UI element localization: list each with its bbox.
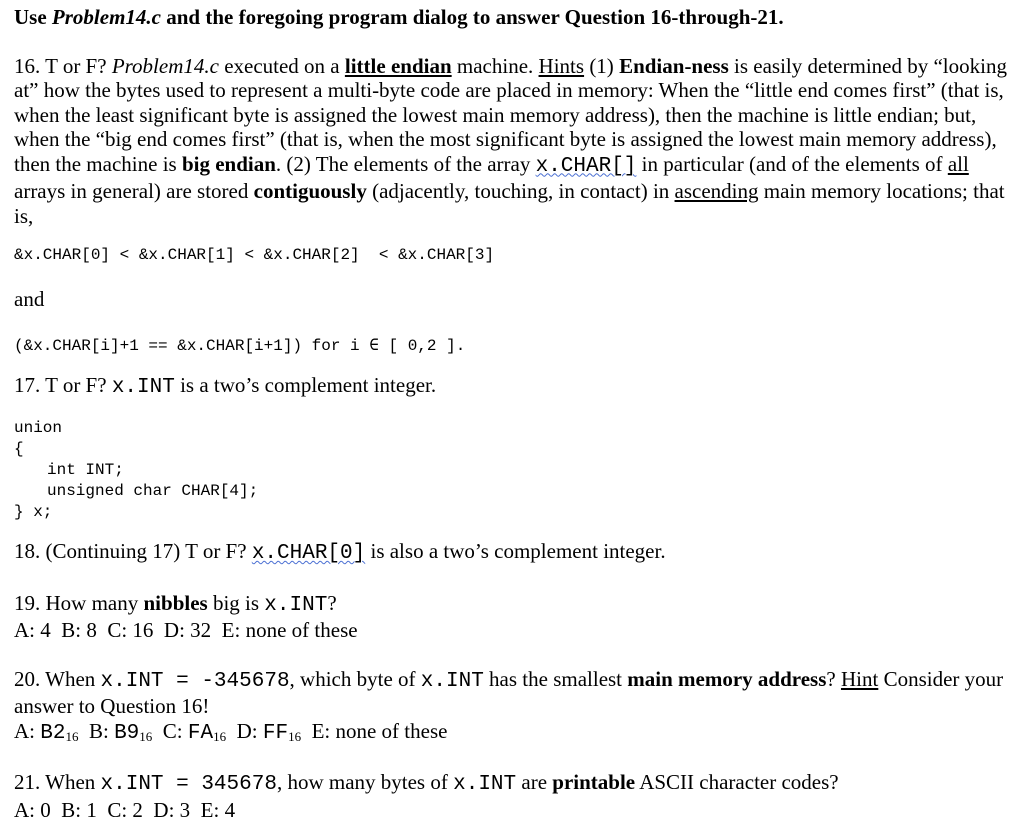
q20-base-subscript: 16 [213,728,227,744]
q19-nibbles: nibbles [143,590,208,615]
q16-text: arrays in general) are stored [14,179,254,203]
code-line: int INT; [47,461,124,479]
q18-text: 18. (Continuing 17) T or F? [14,539,252,563]
q21-printable: printable [552,770,636,794]
q16-array-ref: x.CHAR[] [535,154,637,178]
q16-hints: Hints [538,53,585,78]
heading-text: and the foregoing program dialog to answer Question 16-through-21. [160,5,784,29]
q20-choice-label: E: none of these [301,718,448,743]
q16-text: . (2) The elements of the array [275,151,536,176]
q20-choice-value: FA [187,721,214,745]
q17-text: is a two’s complement integer. [174,372,437,397]
q21-text: are [516,770,553,794]
q20-text: , which byte of [289,666,421,691]
q16-filename: Problem14.c [111,53,219,78]
q20-choice-value: B2 [40,721,66,745]
q20-text: 20. When [14,666,101,691]
q16-address-inequality-code: &x.CHAR[0] < &x.CHAR[1] < &x.CHAR[2] < &x.CHAR[3] [14,246,495,264]
union-declaration-code [14,418,1010,523]
q16-big-endian: big endian [181,151,276,176]
q19-variable: x.INT [264,593,328,617]
q18-variable: x.CHAR[0] [251,542,366,565]
question-19 [14,591,1010,643]
code-line: } x; [14,503,53,521]
heading-text: Use [14,5,52,29]
q16-contiguously: contiguously [253,179,367,203]
question-17-text [14,373,1010,401]
q21-text: ASCII character codes? [635,770,839,794]
q19-text: 19. How many [14,590,144,615]
question-19-text [14,591,1010,619]
question-17 [14,373,1010,524]
q16-ascending: ascending [674,179,759,203]
heading-filename: Problem14.c [51,5,161,29]
q20-hint: Hint [840,666,879,691]
instructions-heading [14,5,1010,30]
q21-text: , how many bytes of [276,770,454,794]
q20-choice-label: C: [152,718,188,743]
q19-text: ? [327,590,337,615]
q16-and: and [14,287,45,311]
q16-text: main memory locations; that is, [14,179,1005,228]
q21-assignment: x.INT = 345678 [100,773,277,796]
q16-text: machine. [451,53,539,78]
q20-choice-value: B9 [114,721,140,745]
q16-text: is easily determined by “looking at” how the bytes used to represent a multi-byte code are placed in memory: When the “little end comes first” (that is, when the least significant byte is assigned the lowest main memory address), then the machine is little endian; but, when the “big end comes first” (that is, when the most significant byte is assigned the lowest main memory address), then the machine is [14,53,1007,176]
question-21-text [14,770,1010,798]
q20-text: has the smallest [483,666,628,691]
q20-choice-label: D: [226,718,263,743]
q20-base-subscript: 16 [288,728,302,744]
q17-text: 17. T or F? [14,372,112,397]
q18-text: is also a two’s complement integer. [365,539,666,563]
q20-text: Consider your answer to Question 16! [14,666,1004,718]
q20-choice-label: A: [14,718,41,743]
q16-text: executed on a [218,53,345,78]
question-20-text [14,667,1010,719]
q20-text: ? [826,666,841,691]
q20-choice-value: FF [262,721,289,745]
q20-variable: x.INT [420,669,484,693]
q21-answer-choices: A: 0 B: 1 C: 2 D: 3 E: 4 [14,797,236,822]
q20-choice-label: B: [78,718,115,743]
q16-text: 16. T or F? [14,53,112,78]
q20-answer-choices [14,719,1010,747]
code-line: union [14,419,63,437]
q16-text: (1) [584,53,620,78]
question-20 [14,667,1010,747]
code-line: unsigned char CHAR[4]; [47,482,259,500]
q19-text: big is [207,590,265,615]
q20-base-subscript: 16 [65,728,79,744]
q19-answer-choices: A: 4 B: 8 C: 16 D: 32 E: none of these [14,618,358,642]
question-16-text [14,54,1010,229]
q16-text: (adjacently, touching, in contact) in [366,179,675,203]
question-18-text [14,539,1010,567]
q21-text: 21. When [14,770,101,794]
q16-endianness: Endian-ness [619,53,729,78]
q21-variable: x.INT [453,773,517,796]
q16-text: in particular (and of the elements of [636,151,948,176]
q16-little-endian: little endian [344,53,452,78]
q20-main-memory-address: main memory address [627,666,827,691]
q20-assignment: x.INT = -345678 [100,669,290,693]
q20-base-subscript: 16 [139,728,153,744]
question-18 [14,539,1010,567]
q16-all: all [947,151,969,176]
q17-variable: x.INT [111,375,175,399]
question-16 [14,54,1010,357]
question-21 [14,770,1010,822]
q16-contiguity-code: (&x.CHAR[i]+1 == &x.CHAR[i+1]) for i ∈ [ 0,2 ]. [14,336,466,355]
code-line: { [14,440,24,458]
